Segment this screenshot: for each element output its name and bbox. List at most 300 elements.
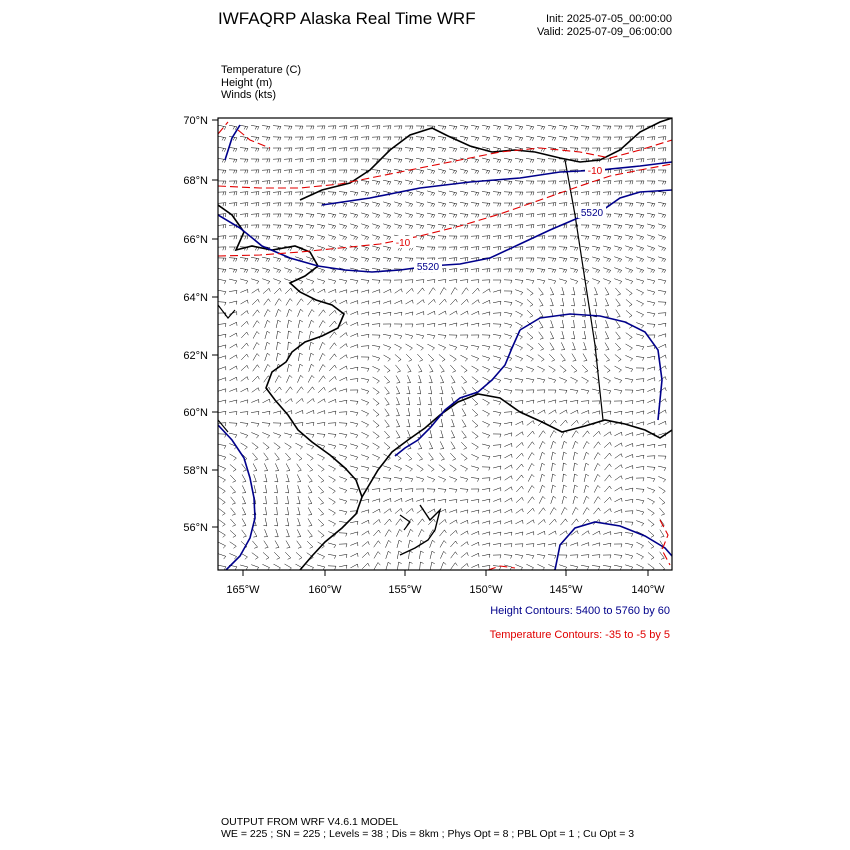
wind-barb — [430, 562, 435, 570]
wind-barb — [449, 489, 457, 493]
wind-barb — [582, 298, 585, 306]
wind-barb — [394, 300, 402, 303]
wind-barb — [407, 430, 410, 438]
wind-barb — [339, 126, 347, 130]
wind-barb — [251, 137, 259, 141]
wind-barb — [286, 529, 289, 537]
wind-barb — [562, 441, 567, 449]
wind-barb — [493, 236, 501, 240]
wind-barb — [241, 311, 248, 316]
wind-barb — [361, 455, 369, 460]
wind-barb — [317, 268, 325, 273]
wind-barb — [219, 498, 225, 505]
wind-barb — [394, 148, 402, 152]
wind-barb — [429, 365, 433, 373]
wind-barb — [460, 510, 468, 513]
wind-barb — [438, 236, 446, 240]
wind-barb — [240, 148, 248, 152]
wind-barb — [262, 411, 270, 414]
wind-barb — [636, 521, 643, 527]
wind-barb — [515, 554, 523, 558]
wind-barb — [515, 269, 523, 272]
wind-barb — [504, 565, 512, 570]
wind-barb — [527, 421, 534, 426]
wind-barb — [285, 564, 292, 570]
wind-barb — [570, 125, 578, 129]
wind-barb — [350, 564, 358, 568]
wind-barb — [350, 345, 358, 348]
wind-barb — [273, 203, 281, 207]
wind-barb — [418, 441, 422, 449]
wind-barb — [328, 170, 336, 173]
wind-barb — [647, 246, 655, 251]
wind-barb — [295, 159, 303, 163]
wind-barb — [307, 541, 313, 548]
wind-barb — [504, 125, 512, 130]
wind-barb — [451, 430, 454, 438]
wind-barb — [441, 562, 447, 569]
wind-barb — [460, 323, 468, 326]
wind-barb — [548, 159, 556, 163]
wind-barb — [648, 530, 654, 537]
wind-barb — [253, 310, 260, 316]
wind-barb — [373, 432, 379, 439]
wind-barb — [329, 321, 336, 327]
wind-barb — [285, 443, 292, 450]
wind-barb — [275, 453, 280, 460]
wind-barb — [229, 203, 237, 207]
wind-barb — [298, 309, 304, 316]
wind-barb — [658, 476, 665, 482]
wind-barb — [540, 485, 545, 493]
wind-barb — [273, 225, 281, 229]
wind-barb — [394, 334, 402, 339]
wind-barb — [427, 224, 435, 228]
wind-barb — [339, 389, 347, 392]
wind-barb — [383, 312, 391, 315]
wind-barb — [361, 432, 368, 438]
wind-barb — [229, 389, 237, 392]
wind-barb — [284, 203, 292, 206]
wind-barb — [570, 377, 577, 383]
wind-barb — [230, 486, 235, 493]
lon-tick-label: 145°W — [549, 584, 583, 596]
wind-barb — [317, 411, 325, 414]
wind-barb — [385, 409, 389, 417]
wind-barb — [274, 507, 277, 515]
wind-barb — [515, 344, 522, 350]
wind-barb — [539, 431, 546, 438]
wind-barb — [242, 507, 245, 515]
lat-tick-label: 64°N — [183, 292, 208, 304]
wind-barb — [264, 453, 269, 460]
wind-barb — [407, 529, 413, 536]
wind-barb — [571, 420, 578, 426]
wind-barb — [561, 342, 564, 350]
wind-barb — [614, 378, 622, 383]
wind-barb — [438, 169, 446, 174]
wind-barb — [361, 478, 369, 482]
wind-barb — [297, 375, 303, 382]
wind-barb — [572, 342, 575, 350]
wind-barb — [242, 530, 247, 537]
wind-barb — [396, 386, 399, 394]
wind-barb — [625, 411, 633, 414]
wind-barb — [559, 236, 567, 239]
wind-barb — [614, 510, 622, 513]
wind-barb — [471, 169, 479, 174]
wind-barb — [430, 540, 436, 547]
wind-barb — [330, 343, 337, 349]
wind-barb — [526, 192, 534, 195]
wind-barb — [515, 203, 523, 206]
wind-barb — [240, 258, 248, 262]
wind-barb — [417, 300, 424, 305]
wind-barb — [252, 376, 259, 382]
wind-barb — [658, 137, 666, 141]
wind-barb — [430, 551, 435, 559]
wind-barb — [372, 324, 380, 327]
wind-barb — [636, 510, 644, 515]
wind-barb — [614, 203, 622, 206]
wind-barb — [427, 334, 435, 338]
wind-barb — [472, 300, 479, 305]
wind-barb — [339, 455, 347, 460]
wind-barb — [647, 224, 655, 229]
wind-barb — [328, 465, 335, 471]
wind-barb — [584, 485, 589, 493]
wind-barb — [559, 203, 567, 207]
wind-barb — [550, 508, 556, 515]
wind-barb — [328, 423, 336, 426]
wind-barb — [317, 235, 325, 240]
wind-barb — [636, 478, 644, 481]
wind-barb — [229, 553, 236, 559]
wind-barb — [384, 509, 391, 514]
wind-barb — [383, 126, 391, 130]
wind-barb — [416, 235, 424, 239]
wind-barb — [526, 554, 534, 559]
wind-barb — [286, 375, 292, 382]
wind-barb — [561, 287, 564, 295]
wind-barb — [451, 563, 458, 570]
wind-barb — [560, 320, 563, 328]
wind-barb — [537, 554, 545, 558]
wind-barb — [516, 509, 524, 514]
wind-barb — [460, 247, 468, 251]
wind-barb — [296, 398, 303, 403]
wind-barb — [527, 299, 533, 306]
wind-barb — [440, 375, 443, 383]
wind-barb — [471, 191, 479, 195]
wind-barb — [570, 214, 578, 218]
wind-barb — [528, 453, 534, 460]
wind-barb — [493, 434, 501, 437]
wind-barb — [636, 159, 644, 163]
wind-barb — [526, 170, 534, 174]
wind-barb — [240, 433, 248, 438]
wind-barb — [328, 137, 336, 141]
wind-barb — [658, 181, 666, 185]
wind-barb — [636, 268, 644, 273]
wind-barb — [526, 214, 534, 218]
wind-barb — [295, 181, 303, 185]
wind-barb — [262, 423, 270, 427]
wind-barb — [537, 400, 545, 403]
wind-barb — [340, 366, 348, 370]
wind-barb — [295, 214, 303, 218]
wind-barb — [252, 541, 257, 548]
wind-barb — [317, 434, 325, 438]
wind-barb — [339, 192, 347, 196]
wind-barb — [251, 148, 259, 152]
wind-barb — [273, 181, 281, 185]
wind-barb — [396, 419, 399, 427]
wind-barb — [372, 246, 380, 251]
wind-barb — [306, 137, 314, 140]
wind-barb — [253, 321, 259, 328]
wind-barb — [615, 443, 623, 447]
wind-barb — [429, 453, 434, 460]
wind-barb — [537, 192, 545, 195]
wind-barb — [418, 365, 422, 373]
wind-barb — [462, 387, 467, 395]
wind-barb — [374, 541, 381, 548]
lon-tick-label: 150°W — [469, 584, 503, 596]
wind-barb — [636, 368, 644, 371]
wind-barb — [493, 445, 501, 448]
wind-barb — [295, 203, 303, 206]
wind-barb — [471, 323, 479, 326]
wind-barb — [604, 486, 611, 492]
wind-barb — [262, 432, 269, 438]
wind-barb — [284, 159, 292, 163]
wind-barb — [493, 477, 501, 480]
wind-barb — [218, 554, 226, 559]
wind-barb — [242, 475, 246, 483]
wind-barb — [594, 287, 597, 295]
wind-barb — [265, 320, 270, 328]
wind-barb — [427, 311, 435, 315]
wind-barb — [528, 497, 535, 503]
wind-barb — [482, 543, 490, 546]
wind-barb — [570, 137, 578, 141]
wind-barb — [406, 300, 414, 304]
wind-barb — [405, 477, 413, 482]
wind-barb — [537, 543, 545, 546]
wind-barb — [537, 181, 545, 184]
wind-barb — [539, 299, 543, 307]
wind-barb — [417, 288, 424, 294]
wind-barb — [318, 508, 323, 515]
wind-barb — [636, 379, 644, 382]
wind-barb — [528, 442, 535, 449]
wind-barb — [218, 279, 226, 284]
wind-barb — [339, 300, 347, 304]
wind-barb — [295, 148, 303, 152]
wind-barb — [471, 158, 479, 163]
wind-barb — [603, 159, 611, 163]
wind-barb — [614, 257, 622, 262]
wind-barb — [548, 236, 556, 239]
wind-barb — [625, 554, 633, 559]
wind-barb — [372, 489, 380, 492]
wind-barb — [416, 202, 424, 207]
wind-barb — [493, 345, 501, 350]
wind-barb — [471, 214, 479, 218]
wind-barb — [219, 520, 226, 527]
wind-barb — [605, 298, 608, 306]
wind-barb — [504, 412, 512, 415]
wind-barb — [230, 366, 238, 370]
wind-barb — [240, 170, 248, 173]
wind-barb — [626, 333, 632, 340]
wind-barb — [561, 507, 567, 514]
wind-barb — [308, 375, 314, 382]
wind-barb — [339, 477, 346, 483]
wind-barb — [560, 420, 567, 426]
wind-barb — [460, 489, 468, 493]
wind-barb — [339, 290, 347, 293]
wind-barb — [395, 354, 401, 361]
wind-barb — [493, 290, 501, 293]
wind-barb — [559, 136, 567, 140]
wind-barb — [516, 497, 523, 502]
wind-barb — [416, 180, 424, 185]
wind-barb — [451, 376, 455, 384]
wind-barb — [614, 279, 622, 284]
wind-barb — [407, 386, 410, 394]
wind-barb — [603, 137, 611, 140]
wind-barb — [396, 519, 403, 525]
wind-barb — [298, 331, 302, 339]
wind-barb — [658, 148, 666, 152]
wind-barb — [252, 443, 258, 450]
wind-barb — [636, 246, 644, 251]
wind-barb — [374, 563, 380, 570]
wind-barb — [273, 423, 281, 427]
wind-barb — [592, 389, 600, 394]
wind-barb — [218, 345, 226, 348]
wind-barb — [571, 309, 574, 317]
wind-barb — [563, 474, 567, 482]
wind-barb — [647, 213, 655, 218]
wind-barb — [493, 225, 501, 229]
wind-barb — [350, 390, 358, 393]
wind-barb — [328, 192, 336, 196]
wind-barb — [284, 268, 292, 273]
wind-barb — [548, 279, 556, 284]
wind-barb — [329, 376, 336, 381]
wind-barb — [252, 299, 259, 305]
wind-barb — [471, 489, 479, 492]
wind-barb — [274, 387, 281, 393]
wind-barb — [350, 213, 358, 218]
wind-barb — [288, 331, 292, 339]
wind-barb — [504, 323, 512, 328]
wind-barb — [218, 247, 226, 250]
wind-barb — [284, 225, 292, 229]
wind-barb — [439, 354, 445, 361]
wind-barb — [372, 499, 380, 502]
wind-barb — [460, 269, 468, 273]
wind-barb — [285, 518, 288, 526]
wind-barb — [658, 213, 666, 218]
wind-barb — [570, 543, 578, 546]
wind-barb — [219, 487, 226, 494]
wind-barb — [504, 433, 512, 436]
wind-barb — [571, 331, 574, 339]
wind-barb — [273, 126, 281, 130]
wind-barb — [603, 235, 611, 240]
wind-barb — [417, 344, 424, 350]
wind-barb — [636, 499, 644, 503]
wind-barb — [636, 489, 644, 493]
wind-barb — [318, 475, 324, 482]
wind-barb — [537, 247, 545, 250]
wind-barb — [504, 258, 512, 262]
wind-barb — [549, 354, 555, 361]
wind-barb — [594, 474, 600, 481]
wind-barb — [372, 235, 380, 240]
wind-barb — [350, 532, 358, 535]
wind-barb — [339, 533, 347, 537]
wind-barb — [559, 181, 567, 185]
wind-barb — [383, 498, 391, 501]
wind-barb — [440, 386, 443, 394]
wind-barb — [218, 170, 226, 174]
wind-barb — [526, 378, 534, 382]
wind-barb — [350, 322, 358, 325]
temp-label-a — [585, 164, 605, 177]
wind-barb — [383, 289, 391, 293]
wind-barb — [658, 202, 666, 207]
wind-barb — [658, 334, 666, 337]
wind-barb — [449, 202, 457, 207]
wind-barb — [461, 311, 469, 315]
wind-barb — [493, 180, 501, 184]
wind-barb — [317, 170, 325, 174]
wind-barb — [407, 375, 410, 383]
wind-barb — [427, 344, 434, 350]
wind-barb — [538, 355, 544, 362]
wind-barb — [636, 311, 643, 317]
wind-barb — [471, 136, 479, 141]
wind-barb — [504, 334, 512, 339]
wind-barb — [417, 397, 420, 405]
wind-barb — [218, 290, 226, 294]
wind-barb — [550, 331, 553, 339]
wind-barb — [298, 320, 303, 328]
wind-barb — [340, 333, 347, 338]
wind-barb — [647, 410, 655, 413]
wind-barb — [274, 443, 280, 450]
wind-barb — [309, 320, 314, 328]
wind-barb — [482, 455, 490, 459]
wind-barb — [218, 258, 226, 261]
wind-barb — [383, 224, 391, 229]
wind-barb — [339, 213, 347, 218]
wind-barb — [504, 192, 512, 196]
wind-barb — [317, 553, 324, 559]
wind-barb — [462, 288, 469, 295]
wind-barb — [526, 544, 534, 547]
wind-barb — [583, 287, 586, 295]
wind-barb — [527, 332, 533, 339]
wind-barb — [505, 487, 513, 491]
wind-barb — [218, 334, 226, 337]
wind-barb — [429, 375, 432, 383]
